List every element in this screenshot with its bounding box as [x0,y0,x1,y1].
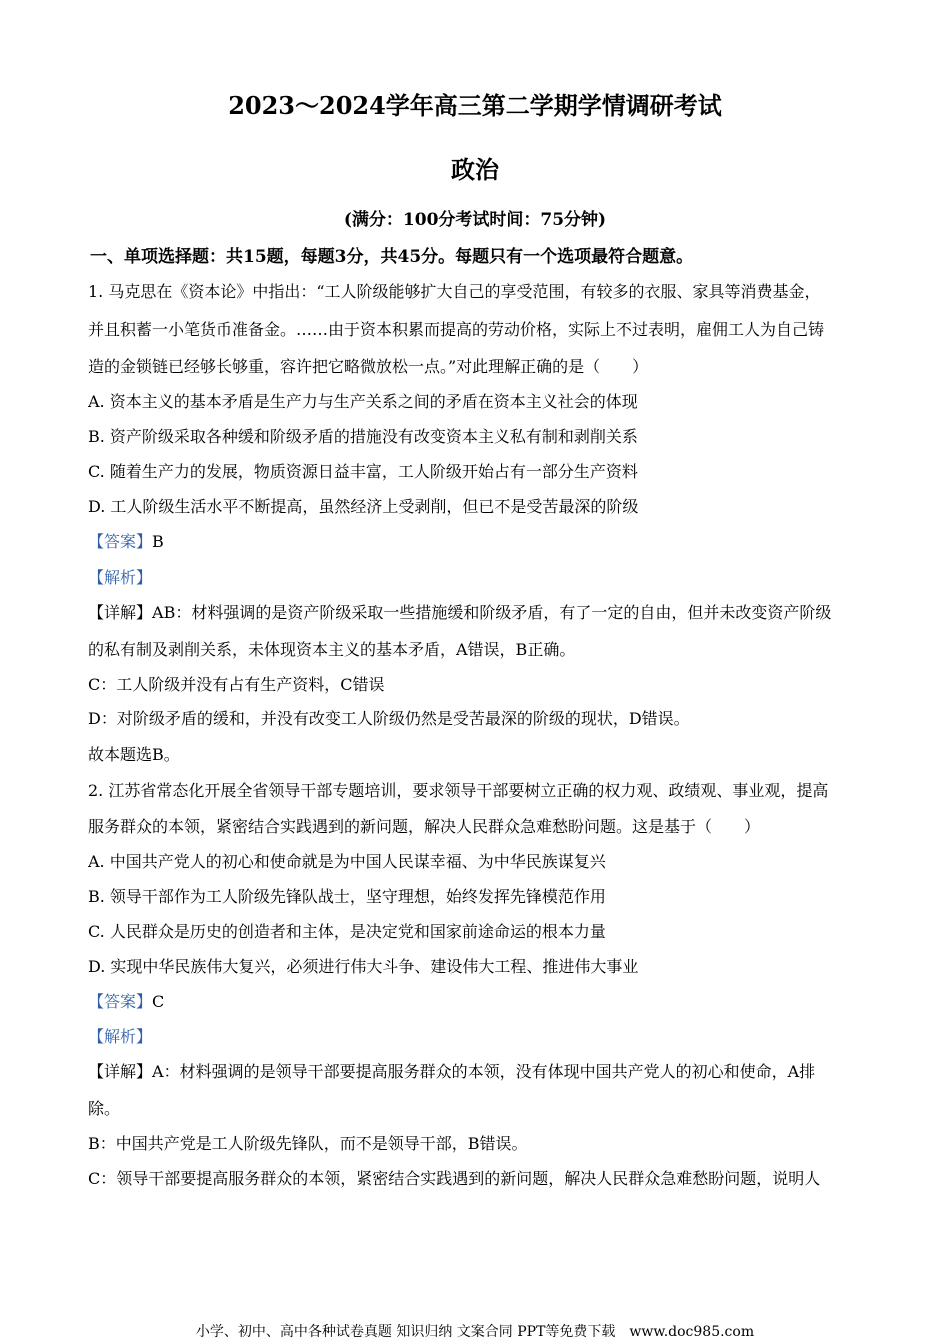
footer-text: 小学、初中、高中各种试卷真题 知识归纳 文案合同 PPT等免费下载 www.doc985.com [195,1324,755,1340]
q1-stem-line-3: 造的金锁链已经够长够重，容许把它略微放松一点。”对此理解正确的是（ ） [88,357,649,376]
analysis-tag: 【解析】 [88,568,153,587]
q2-stem-line-1: 2. 江苏省常态化开展全省领导干部专题培训，要求领导干部要树立正确的权力观、政绩观、事业观，提高 [88,781,829,800]
subject-title: 政治 [451,155,499,184]
detail-text: AB：材料强调的是资产阶级采取一些措施缓和阶级矛盾，有了一定的自由，但并未改变资产阶级 [152,603,832,622]
q1-option-d: D. 工人阶级生活水平不断提高，虽然经济上受剥削，但已不是受苦最深的阶级 [88,497,639,516]
q1-stem-line-2: 并且积蓄一小笔货币准备金。……由于资本积累而提高的劳动价格，实际上不过表明，雇佣工人为自己铸 [88,320,825,339]
answer-value: B [152,532,164,551]
q1-answer [88,530,863,554]
detail-text: A：材料强调的是领导干部要提高服务群众的本领，没有体现中国共产党人的初心和使命，A排 [152,1062,816,1081]
answer-tag: 【答案】 [88,992,153,1011]
q2-analysis [88,1025,863,1049]
q1-conclusion: 故本题选B。 [88,745,180,764]
q1-detail-c: C：工人阶级并没有占有生产资料，C错误 [88,675,385,694]
q2-detail-line-1 [88,1060,863,1084]
q1-detail-d: D：对阶级矛盾的缓和，并没有改变工人阶级仍然是受苦最深的阶级的现状，D错误。 [88,709,690,728]
exam-title: 2023～2024学年高三第二学期学情调研考试 [228,91,722,120]
detail-tag: 【详解】 [88,603,153,622]
exam-info: (满分：100分考试时间：75分钟) [343,210,607,230]
q2-stem-line-2: 服务群众的本领，紧密结合实践遇到的新问题，解决人民群众急难愁盼问题。这是基于（ ） [88,817,761,836]
q2-option-c: C. 人民群众是历史的创造者和主体，是决定党和国家前途命运的根本力量 [88,922,606,941]
q2-detail-c-line-1: C：领导干部要提高服务群众的本领，紧密结合实践遇到的新问题，解决人民群众急难愁盼问题，说明人 [88,1169,821,1188]
q2-detail-b: B：中国共产党是工人阶级先锋队，而不是领导干部，B错误。 [88,1134,528,1153]
analysis-tag: 【解析】 [88,1027,153,1046]
q1-stem-line-1: 1. 马克思在《资本论》中指出：“工人阶级能够扩大自己的享受范围，有较多的衣服、家具等消费基金， [88,282,821,301]
section-heading: 一、单项选择题：共15题，每题3分，共45分。每题只有一个选项最符合题意。 [90,247,694,267]
q2-detail-line-2: 除。 [88,1099,121,1118]
q1-option-c: C. 随着生产力的发展，物质资源日益丰富，工人阶级开始占有一部分生产资料 [88,462,638,481]
q1-detail-line-2: 的私有制及剥削关系，未体现资本主义的基本矛盾，A错误，B正确。 [88,640,576,659]
q2-option-b: B. 领导干部作为工人阶级先锋队战士，坚守理想，始终发挥先锋模范作用 [88,887,606,906]
detail-tag: 【详解】 [88,1062,153,1081]
q2-option-d: D. 实现中华民族伟大复兴，必须进行伟大斗争、建设伟大工程、推进伟大事业 [88,957,639,976]
answer-value: C [152,992,165,1011]
q1-option-b: B. 资产阶级采取各种缓和阶级矛盾的措施没有改变资本主义私有制和剥削关系 [88,427,638,446]
q1-option-a: A. 资本主义的基本矛盾是生产力与生产关系之间的矛盾在资本主义社会的体现 [88,392,638,411]
q1-analysis [88,566,863,590]
q2-option-a: A. 中国共产党人的初心和使命就是为中国人民谋幸福、为中华民族谋复兴 [88,852,606,871]
q1-detail-line-1 [88,601,863,625]
q2-answer [88,990,863,1014]
answer-tag: 【答案】 [88,532,153,551]
